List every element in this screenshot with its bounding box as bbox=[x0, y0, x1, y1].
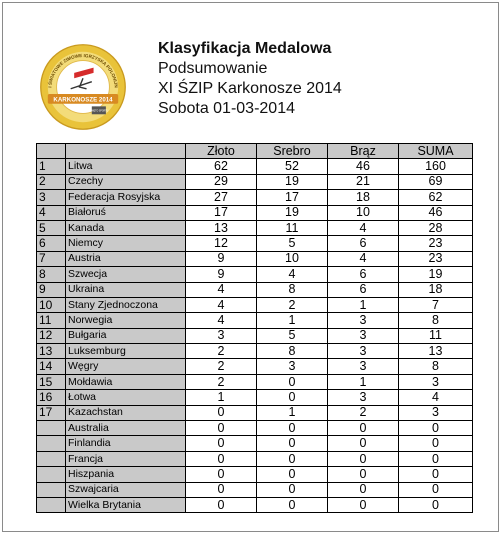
table-row bbox=[37, 267, 473, 282]
total-cell: 13 bbox=[399, 344, 473, 359]
total-cell: 160 bbox=[399, 159, 473, 174]
gold-cell: 4 bbox=[186, 297, 257, 312]
table-row bbox=[37, 436, 473, 451]
rank-cell bbox=[37, 482, 66, 497]
table-row bbox=[37, 405, 473, 420]
rank-cell bbox=[37, 451, 66, 466]
page-subtitle: Podsumowanie bbox=[158, 60, 268, 77]
silver-cell: 0 bbox=[257, 497, 328, 512]
table-row bbox=[37, 236, 473, 251]
country-cell: Kazachstan bbox=[66, 405, 186, 420]
bronze-cell: 0 bbox=[328, 467, 399, 482]
total-cell: 8 bbox=[399, 313, 473, 328]
table-row bbox=[37, 344, 473, 359]
gold-cell: 0 bbox=[186, 436, 257, 451]
bronze-cell: 4 bbox=[328, 220, 399, 235]
bronze-cell: 3 bbox=[328, 313, 399, 328]
bronze-cell: 0 bbox=[328, 482, 399, 497]
country-cell: Francja bbox=[66, 451, 186, 466]
gold-cell: 12 bbox=[186, 236, 257, 251]
gold-cell: 13 bbox=[186, 220, 257, 235]
bronze-cell: 3 bbox=[328, 390, 399, 405]
country-cell: Luksemburg bbox=[66, 344, 186, 359]
silver-cell: 1 bbox=[257, 405, 328, 420]
gold-cell: 2 bbox=[186, 359, 257, 374]
gold-cell: 1 bbox=[186, 390, 257, 405]
table-row bbox=[37, 328, 473, 343]
silver-cell: 0 bbox=[257, 482, 328, 497]
event-logo bbox=[39, 43, 127, 131]
gold-cell: 0 bbox=[186, 482, 257, 497]
total-cell: 11 bbox=[399, 328, 473, 343]
total-cell: 0 bbox=[399, 421, 473, 436]
silver-cell: 3 bbox=[257, 359, 328, 374]
silver-cell: 1 bbox=[257, 313, 328, 328]
document-frame bbox=[2, 2, 499, 532]
bronze-cell: 0 bbox=[328, 436, 399, 451]
total-cell: 0 bbox=[399, 467, 473, 482]
rank-cell: 3 bbox=[37, 190, 66, 205]
rank-cell: 14 bbox=[37, 359, 66, 374]
silver-cell: 0 bbox=[257, 421, 328, 436]
bronze-cell: 2 bbox=[328, 405, 399, 420]
event-date: Sobota 01-03-2014 bbox=[158, 100, 295, 117]
logo-badge-text: ŚWIĘTO SPORTU bbox=[89, 110, 109, 113]
country-cell: Szwecja bbox=[66, 267, 186, 282]
silver-cell: 0 bbox=[257, 390, 328, 405]
rank-cell: 10 bbox=[37, 297, 66, 312]
table-row bbox=[37, 467, 473, 482]
country-cell: Stany Zjednoczona bbox=[66, 297, 186, 312]
rank-cell bbox=[37, 467, 66, 482]
total-cell: 23 bbox=[399, 236, 473, 251]
country-cell: Czechy bbox=[66, 174, 186, 189]
total-cell: 62 bbox=[399, 190, 473, 205]
bronze-cell: 4 bbox=[328, 251, 399, 266]
table-row bbox=[37, 421, 473, 436]
table-row bbox=[37, 313, 473, 328]
total-cell: 19 bbox=[399, 267, 473, 282]
silver-cell: 8 bbox=[257, 282, 328, 297]
bronze-cell: 0 bbox=[328, 421, 399, 436]
country-cell: Ukraina bbox=[66, 282, 186, 297]
gold-cell: 2 bbox=[186, 374, 257, 389]
country-cell: Szwajcaria bbox=[66, 482, 186, 497]
bronze-cell: 46 bbox=[328, 159, 399, 174]
gold-cell: 9 bbox=[186, 251, 257, 266]
total-cell: 0 bbox=[399, 451, 473, 466]
table-row bbox=[37, 374, 473, 389]
total-cell: 46 bbox=[399, 205, 473, 220]
table-row bbox=[37, 220, 473, 235]
rank-cell: 1 bbox=[37, 159, 66, 174]
total-cell: 18 bbox=[399, 282, 473, 297]
country-cell: Litwa bbox=[66, 159, 186, 174]
rank-cell: 6 bbox=[37, 236, 66, 251]
gold-cell: 0 bbox=[186, 405, 257, 420]
rank-cell: 13 bbox=[37, 344, 66, 359]
rank-cell: 4 bbox=[37, 205, 66, 220]
country-cell: Niemcy bbox=[66, 236, 186, 251]
gold-cell: 4 bbox=[186, 282, 257, 297]
bronze-cell: 0 bbox=[328, 497, 399, 512]
rank-cell bbox=[37, 497, 66, 512]
bronze-cell: 0 bbox=[328, 451, 399, 466]
country-cell: Hiszpania bbox=[66, 467, 186, 482]
country-cell: Federacja Rosyjska bbox=[66, 190, 186, 205]
country-cell: Kanada bbox=[66, 220, 186, 235]
country-cell: Finlandia bbox=[66, 436, 186, 451]
bronze-cell: 21 bbox=[328, 174, 399, 189]
silver-cell: 2 bbox=[257, 297, 328, 312]
table-row bbox=[37, 205, 473, 220]
bronze-cell: 1 bbox=[328, 374, 399, 389]
country-cell: Mołdawia bbox=[66, 374, 186, 389]
total-cell: 8 bbox=[399, 359, 473, 374]
bronze-cell: 6 bbox=[328, 267, 399, 282]
table-row bbox=[37, 190, 473, 205]
table-row bbox=[37, 451, 473, 466]
bronze-cell: 1 bbox=[328, 297, 399, 312]
rank-cell: 2 bbox=[37, 174, 66, 189]
table-row bbox=[37, 159, 473, 174]
table-row bbox=[37, 282, 473, 297]
page-title: Klasyfikacja Medalowa bbox=[158, 40, 332, 57]
rank-cell: 9 bbox=[37, 282, 66, 297]
table-row bbox=[37, 251, 473, 266]
gold-cell: 9 bbox=[186, 267, 257, 282]
rank-cell: 5 bbox=[37, 220, 66, 235]
silver-cell: 4 bbox=[257, 267, 328, 282]
bronze-cell: 6 bbox=[328, 282, 399, 297]
bronze-cell: 10 bbox=[328, 205, 399, 220]
country-cell: Białoruś bbox=[66, 205, 186, 220]
rank-cell: 17 bbox=[37, 405, 66, 420]
silver-cell: 19 bbox=[257, 205, 328, 220]
table-row bbox=[37, 482, 473, 497]
rank-cell: 16 bbox=[37, 390, 66, 405]
silver-cell: 10 bbox=[257, 251, 328, 266]
logo-center bbox=[57, 61, 110, 114]
rank-cell bbox=[37, 436, 66, 451]
rank-cell bbox=[37, 421, 66, 436]
country-cell: Wielka Brytania bbox=[66, 497, 186, 512]
silver-cell: 8 bbox=[257, 344, 328, 359]
country-cell: Austria bbox=[66, 251, 186, 266]
header-rank-cell bbox=[37, 144, 66, 159]
total-cell: 4 bbox=[399, 390, 473, 405]
bronze-cell: 3 bbox=[328, 344, 399, 359]
country-cell: Łotwa bbox=[66, 390, 186, 405]
table-row bbox=[37, 359, 473, 374]
bronze-cell: 3 bbox=[328, 359, 399, 374]
gold-cell: 0 bbox=[186, 451, 257, 466]
silver-cell: 5 bbox=[257, 328, 328, 343]
logo-arc-text: I ŚWIATOWE ZIMOWE IGRZYSKA POLONIJN bbox=[47, 53, 119, 88]
total-cell: 3 bbox=[399, 405, 473, 420]
header-bronze: Brąz bbox=[328, 144, 399, 159]
table-row bbox=[37, 497, 473, 512]
total-cell: 7 bbox=[399, 297, 473, 312]
gold-cell: 4 bbox=[186, 313, 257, 328]
bronze-cell: 18 bbox=[328, 190, 399, 205]
total-cell: 0 bbox=[399, 436, 473, 451]
gold-cell: 29 bbox=[186, 174, 257, 189]
total-cell: 3 bbox=[399, 374, 473, 389]
header-total: SUMA bbox=[399, 144, 473, 159]
event-name: XI ŚZIP Karkonosze 2014 bbox=[158, 80, 342, 97]
total-cell: 69 bbox=[399, 174, 473, 189]
silver-cell: 0 bbox=[257, 436, 328, 451]
silver-cell: 17 bbox=[257, 190, 328, 205]
logo-band-text: KARKONOSZE 2014 bbox=[53, 96, 113, 104]
country-cell: Norwegia bbox=[66, 313, 186, 328]
silver-cell: 11 bbox=[257, 220, 328, 235]
gold-cell: 27 bbox=[186, 190, 257, 205]
total-cell: 0 bbox=[399, 482, 473, 497]
silver-cell: 0 bbox=[257, 467, 328, 482]
silver-cell: 19 bbox=[257, 174, 328, 189]
country-cell: Węgry bbox=[66, 359, 186, 374]
total-cell: 28 bbox=[399, 220, 473, 235]
total-cell: 23 bbox=[399, 251, 473, 266]
rank-cell: 12 bbox=[37, 328, 66, 343]
silver-cell: 5 bbox=[257, 236, 328, 251]
table-row bbox=[37, 174, 473, 189]
silver-cell: 0 bbox=[257, 451, 328, 466]
gold-cell: 3 bbox=[186, 328, 257, 343]
silver-cell: 0 bbox=[257, 374, 328, 389]
table-row bbox=[37, 297, 473, 312]
gold-cell: 0 bbox=[186, 467, 257, 482]
rank-cell: 8 bbox=[37, 267, 66, 282]
bronze-cell: 3 bbox=[328, 328, 399, 343]
rank-cell: 7 bbox=[37, 251, 66, 266]
header-silver: Srebro bbox=[257, 144, 328, 159]
header-country-cell bbox=[66, 144, 186, 159]
silver-cell: 52 bbox=[257, 159, 328, 174]
country-cell: Bułgaria bbox=[66, 328, 186, 343]
bronze-cell: 6 bbox=[328, 236, 399, 251]
gold-cell: 0 bbox=[186, 421, 257, 436]
gold-cell: 62 bbox=[186, 159, 257, 174]
table-row bbox=[37, 390, 473, 405]
rank-cell: 11 bbox=[37, 313, 66, 328]
gold-cell: 2 bbox=[186, 344, 257, 359]
header-gold: Złoto bbox=[186, 144, 257, 159]
medal-table bbox=[36, 143, 473, 513]
document-header bbox=[158, 39, 342, 119]
country-cell: Australia bbox=[66, 421, 186, 436]
gold-cell: 17 bbox=[186, 205, 257, 220]
rank-cell: 15 bbox=[37, 374, 66, 389]
gold-cell: 0 bbox=[186, 497, 257, 512]
total-cell: 0 bbox=[399, 497, 473, 512]
table-header-row bbox=[37, 144, 473, 159]
